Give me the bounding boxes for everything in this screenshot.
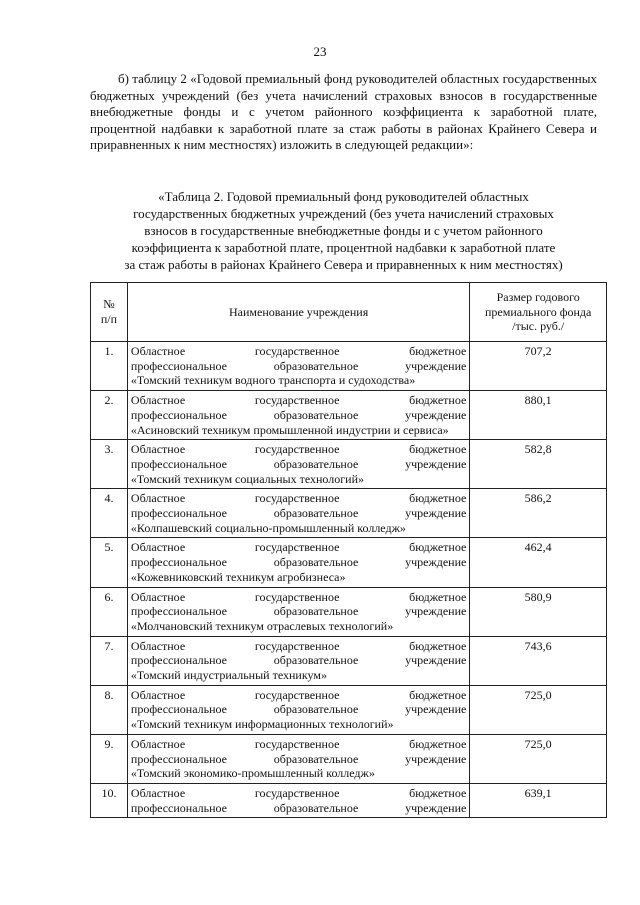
fund-amount: 462,4: [470, 538, 607, 587]
row-number: 9.: [91, 734, 128, 783]
institution-title: «Томский индустриальный техникум»: [130, 668, 327, 683]
institution-title: «Томский техникум социальных технологий»: [130, 471, 365, 486]
row-number: 7.: [91, 636, 128, 685]
institution-name: Областное государственное бюджетное профессиональное образовательное учреждение «Томский экономико-промышленный колледж»: [127, 734, 469, 783]
institution-name: Областное государственное бюджетное профессиональное образовательное учреждение: [127, 783, 469, 817]
institution-name: Областное государственное бюджетное профессиональное образовательное учреждение «Кожевниковский техникум агробизнеса»: [127, 538, 469, 587]
table-row: [91, 342, 607, 391]
row-number: 10.: [91, 783, 128, 817]
table-row: [91, 489, 607, 538]
fund-amount: 580,9: [470, 587, 607, 636]
institution-name: Областное государственное бюджетное профессиональное образовательное учреждение «Асиновский техникум промышленной индустрии и сервиса»: [127, 391, 469, 440]
institution-name: Областное государственное бюджетное профессиональное образовательное учреждение «Томский техникум водного транспорта и судоходства»: [127, 342, 469, 391]
fund-amount: 707,2: [470, 342, 607, 391]
table-row: [91, 538, 607, 587]
fund-amount: 639,1: [470, 783, 607, 817]
row-number: 2.: [91, 391, 128, 440]
caption-line: государственных бюджетных учреждений (без учета начислений страховых: [133, 206, 554, 221]
row-number: 8.: [91, 685, 128, 734]
header-amount: Размер годового премиального фонда /тыс. руб./: [470, 283, 607, 342]
intro-paragraph: б) таблицу 2 «Годовой премиальный фонд руководителей областных государственных бюджетных учреждений (без учета начислений страховых взносов в государственные внебюджетные фонды и с учетом районного коэффициента к заработной плате, процентной надбавки к заработной плате за стаж работы в районах Крайнего Севера и приравненных к ним местностях) изложить в следующей редакции»:: [90, 71, 597, 152]
institution-title: «Асиновский техникум промышленной индустрии и сервиса»: [130, 422, 449, 437]
table-row: [91, 685, 607, 734]
institution-name: Областное государственное бюджетное профессиональное образовательное учреждение «Колпашевский социально-промышленный колледж»: [127, 489, 469, 538]
institution-title: «Томский экономико-промышленный колледж»: [130, 766, 375, 781]
table-row: [91, 587, 607, 636]
row-number: 3.: [91, 440, 128, 489]
table-row: [91, 783, 607, 817]
table-caption: [90, 188, 597, 273]
row-number: 5.: [91, 538, 128, 587]
row-number: 4.: [91, 489, 128, 538]
caption-line: коэффициента к заработной плате, процентной надбавки к заработной плате: [131, 240, 556, 255]
table-row: [91, 391, 607, 440]
caption-line: взносов в государственные внебюджетные фонды и с учетом районного: [144, 223, 543, 238]
table-row: [91, 636, 607, 685]
fund-amount: 743,6: [470, 636, 607, 685]
row-number: 6.: [91, 587, 128, 636]
institution-name: Областное государственное бюджетное профессиональное образовательное учреждение «Молчановский техникум отраслевых технологий»: [127, 587, 469, 636]
caption-line: «Таблица 2. Годовой премиальный фонд руководителей областных: [158, 189, 529, 204]
institution-name: Областное государственное бюджетное профессиональное образовательное учреждение «Томский техникум социальных технологий»: [127, 440, 469, 489]
fund-amount: 725,0: [470, 685, 607, 734]
header-institution-name: Наименование учреждения: [127, 283, 469, 342]
fund-amount: 880,1: [470, 391, 607, 440]
institution-title: «Молчановский техникум отраслевых технологий»: [130, 618, 394, 633]
institution-title: «Томский техникум водного транспорта и судоходства»: [130, 373, 416, 388]
fund-amount: 725,0: [470, 734, 607, 783]
page-number: 23: [313, 44, 327, 59]
fund-amount: 582,8: [470, 440, 607, 489]
institution-title: «Томский техникум информационных технологий»: [130, 717, 394, 732]
header-number: № п/п: [91, 283, 128, 342]
table-row: [91, 440, 607, 489]
institution-title: «Колпашевский социально-промышленный колледж»: [130, 520, 406, 535]
institution-title: «Кожевниковский техникум агробизнеса»: [130, 569, 346, 584]
institution-name: Областное государственное бюджетное профессиональное образовательное учреждение «Томский техникум информационных технологий»: [127, 685, 469, 734]
institution-name: Областное государственное бюджетное профессиональное образовательное учреждение «Томский индустриальный техникум»: [127, 636, 469, 685]
row-number: 1.: [91, 342, 128, 391]
table-header-row: [91, 283, 607, 342]
premium-fund-table: [90, 282, 607, 818]
table-row: [91, 734, 607, 783]
fund-amount: 586,2: [470, 489, 607, 538]
caption-line: за стаж работы в районах Крайнего Севера и приравненных к ним местностях): [124, 257, 563, 272]
